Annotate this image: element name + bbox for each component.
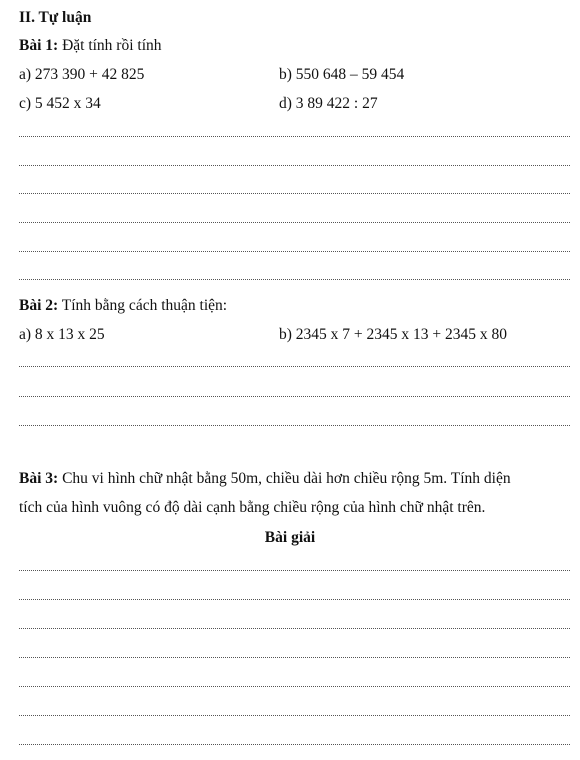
exercise-3-line-2: tích của hình vuông có độ dài cạnh bằng chiều rộng của hình chữ nhật trên. [19,499,486,516]
exercise-2-label: Bài 2: [19,297,59,314]
exercise-1-label: Bài 1: [19,37,59,54]
solution-heading: Bài giải [264,529,316,546]
section-title: II. Tự luận [19,9,92,26]
answer-line [19,366,570,367]
exercise-3-label: Bài 3: [19,470,59,487]
answer-line [19,425,570,426]
answer-line [19,136,570,137]
exercise-3-text-1: Chu vi hình chữ nhật bằng 50m, chiều dài hơn chiều rộng 5m. Tính diện [58,470,511,487]
exercise-2-prompt: Tính bằng cách thuận tiện: [58,297,228,314]
answer-line [19,715,570,716]
exercise-1-heading [19,37,162,55]
answer-line [19,165,570,166]
answer-line [19,193,570,194]
answer-line [19,686,570,687]
exercise-1b: b) 550 648 – 59 454 [279,66,405,83]
exercise-2-heading [19,297,227,315]
answer-line [19,744,570,745]
exercise-3-line-1 [19,470,511,488]
exercise-2b: b) 2345 x 7 + 2345 x 13 + 2345 x 80 [279,326,508,343]
exercise-1-prompt: Đặt tính rồi tính [58,37,162,54]
answer-line [19,222,570,223]
answer-line [19,279,570,280]
exercise-1a: a) 273 390 + 42 825 [19,66,145,83]
exercise-1c: c) 5 452 x 34 [19,95,101,112]
answer-line [19,599,570,600]
answer-line [19,657,570,658]
answer-line [19,628,570,629]
answer-line [19,396,570,397]
answer-line [19,570,570,571]
exercise-2a: a) 8 x 13 x 25 [19,326,105,343]
exercise-1d: d) 3 89 422 : 27 [279,95,378,112]
answer-line [19,251,570,252]
